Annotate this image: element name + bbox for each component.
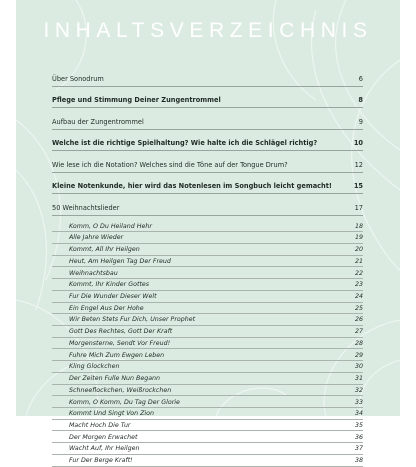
song-title: Kommt, Ihr Kinder Gottes: [69, 281, 150, 289]
song-page-number: 19: [354, 234, 363, 242]
song-page-number: 27: [354, 328, 363, 336]
song-list-item[interactable]: [52, 443, 363, 455]
toc-entry-title: Pflege und Stimmung Deiner Zungentrommel: [52, 96, 221, 104]
toc-entry-page-number: 15: [353, 182, 363, 190]
toc-entry-page-number: 17: [354, 203, 363, 212]
table-of-contents: [52, 65, 363, 467]
toc-entry[interactable]: [52, 130, 363, 152]
toc-entry-title: Wie lese ich die Notation? Welches sind die Töne auf der Tongue Drum?: [52, 160, 288, 169]
song-page-number: 23: [354, 281, 363, 289]
toc-entry-title: Welche ist die richtige Spielhaltung? Wie halte ich die Schlägel richtig?: [52, 139, 318, 147]
toc-main-entries: [52, 65, 363, 216]
song-title: Fur Die Wunder Dieser Welt: [69, 293, 157, 301]
song-page-number: 21: [354, 257, 363, 265]
song-title: Fur Der Berge Kraft!: [69, 457, 133, 465]
song-list-item[interactable]: [52, 431, 363, 443]
toc-entry-page-number: 10: [353, 139, 363, 147]
toc-entry[interactable]: [52, 151, 363, 173]
toc-entry[interactable]: [52, 173, 363, 195]
song-list-item[interactable]: [52, 232, 363, 244]
song-page-number: 20: [354, 246, 363, 254]
song-list-item[interactable]: [52, 396, 363, 408]
song-page-number: 36: [354, 433, 363, 441]
song-page-number: 18: [354, 222, 363, 230]
toc-entry[interactable]: [52, 65, 363, 87]
song-page-number: 29: [354, 351, 363, 359]
song-page-number: 24: [354, 293, 363, 301]
toc-entry-title: 50 Weihnachtslieder: [52, 203, 120, 212]
song-list-item[interactable]: [52, 338, 363, 350]
song-title: Wacht Auf, Ihr Heilgen: [69, 445, 140, 453]
toc-song-list: [52, 221, 363, 467]
song-page-number: 28: [354, 339, 363, 347]
song-page-number: 32: [354, 386, 363, 394]
song-list-item[interactable]: [52, 314, 363, 326]
song-title: Komm, O Komm, Du Tag Der Glorie: [69, 398, 180, 406]
toc-entry-title: Über Sonodrum: [52, 74, 104, 83]
song-page-number: 22: [354, 269, 363, 277]
song-title: Morgensterne, Sendt Vor Freud!: [69, 339, 171, 347]
song-list-item[interactable]: [52, 349, 363, 361]
song-title: Heut, Am Heilgen Tag Der Freud: [69, 257, 171, 265]
song-title: Alle Jahre Wieder: [69, 234, 124, 242]
song-title: Der Morgen Erwachet: [69, 433, 138, 441]
song-page-number: 30: [354, 363, 363, 371]
toc-entry-page-number: 6: [358, 74, 363, 83]
toc-entry-page-number: 9: [358, 117, 363, 126]
song-page-number: 34: [354, 410, 363, 418]
song-title: Fuhre Mich Zum Ewgen Leben: [69, 351, 165, 359]
song-title: Der Zeiten Fulle Nun Begann: [69, 375, 161, 383]
toc-entry-page-number: 12: [354, 160, 363, 169]
song-list-item[interactable]: [52, 326, 363, 338]
song-page-number: 31: [354, 375, 363, 383]
song-page-number: 35: [354, 421, 363, 429]
toc-entry[interactable]: [52, 87, 363, 109]
song-title: Gott Des Rechtes, Gott Der Kraft: [69, 328, 173, 336]
song-list-item[interactable]: [52, 420, 363, 432]
toc-page: [16, 0, 400, 465]
song-list-item[interactable]: [52, 361, 363, 373]
song-title: Kling Glockchen: [69, 363, 120, 371]
song-list-item[interactable]: [52, 256, 363, 268]
toc-entry-title: Aufbau der Zungentrommel: [52, 117, 144, 126]
song-page-number: 33: [354, 398, 363, 406]
song-title: Schneeflockchen, Weißrockchen: [69, 386, 172, 394]
song-title: Kommt Und Singt Von Zion: [69, 410, 154, 418]
song-list-item[interactable]: [52, 373, 363, 385]
song-title: Ein Engel Aus Der Hohe: [69, 304, 144, 312]
song-list-item[interactable]: [52, 279, 363, 291]
song-page-number: 38: [354, 457, 363, 465]
song-page-number: 25: [354, 304, 363, 312]
song-title: Wir Beten Stets Fur Dich, Unser Prophet: [69, 316, 196, 324]
toc-entry-page-number: 8: [358, 96, 363, 104]
song-list-item[interactable]: [52, 303, 363, 315]
song-title: Kommt, All Ihr Heilgen: [69, 246, 140, 254]
song-list-item[interactable]: [52, 221, 363, 233]
song-title: Macht Hoch Die Tur: [69, 421, 131, 429]
toc-entry-title: Kleine Notenkunde, hier wird das Notenlesen im Songbuch leicht gemacht!: [52, 182, 332, 190]
page-title: INHALTSVERZEICHNIS: [43, 19, 373, 42]
song-list-item[interactable]: [52, 408, 363, 420]
song-list-item[interactable]: [52, 267, 363, 279]
toc-entry[interactable]: [52, 194, 363, 216]
song-list-item[interactable]: [52, 455, 363, 467]
song-list-item[interactable]: [52, 291, 363, 303]
song-page-number: 37: [354, 445, 363, 453]
toc-entry[interactable]: [52, 108, 363, 130]
song-title: Weihnachtsbau: [69, 269, 118, 277]
song-list-item[interactable]: [52, 244, 363, 256]
song-title: Komm, O Du Heiland Hehr: [69, 222, 152, 230]
song-page-number: 26: [354, 316, 363, 324]
song-list-item[interactable]: [52, 385, 363, 397]
